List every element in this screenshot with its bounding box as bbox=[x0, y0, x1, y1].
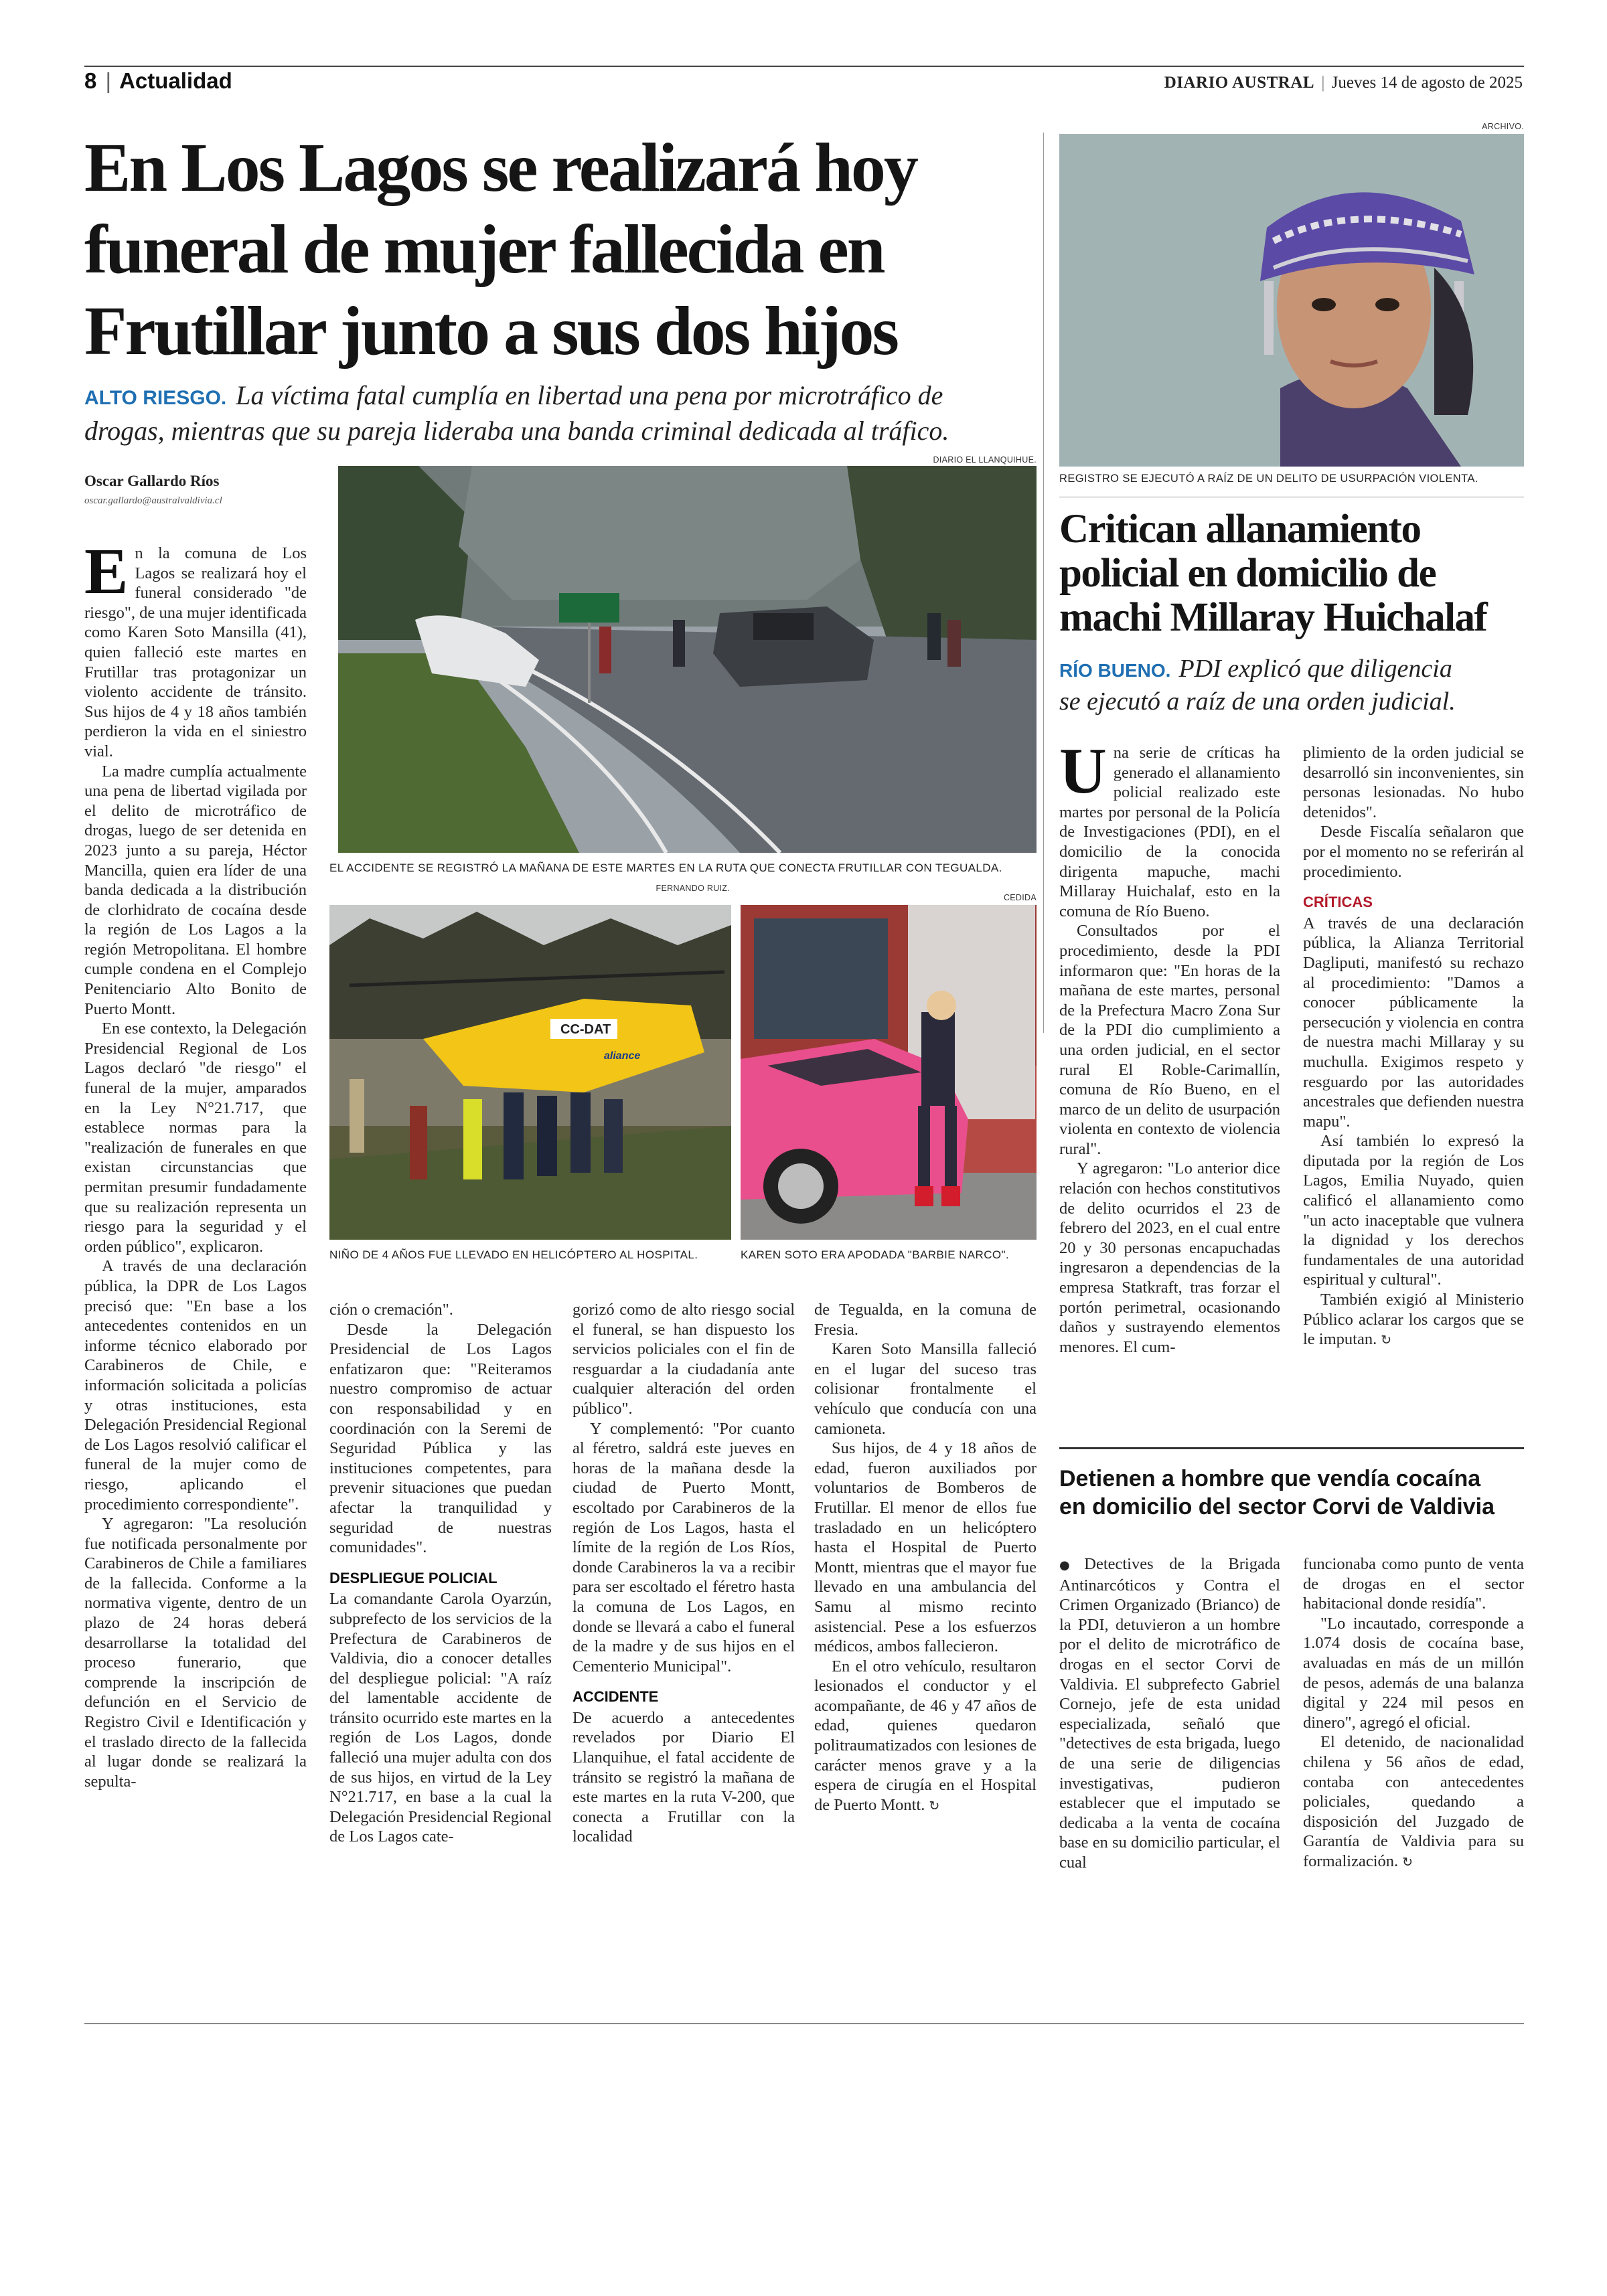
brief-headline bbox=[1059, 1465, 1528, 1521]
paragraph: Sus hijos, de 4 y 18 años de edad, fueron auxiliados por voluntarios de Bomberos de Frutillar. El menor de ellos fue trasladado en un helicóptero hasta el Hospital de Puerto Montt, mientras que el mayor fue llevado en una ambulancia del Samu al mismo recinto asistencial. Pese a los esfuerzos médicos, ambos fallecieron. bbox=[814, 1439, 1037, 1656]
side-headline-line: policial en domicilio de bbox=[1059, 551, 1436, 596]
end-mark-icon: ↻ bbox=[1402, 1854, 1413, 1870]
end-mark-icon: ↻ bbox=[1381, 1333, 1392, 1348]
paragraph: También exigió al Ministerio Público aclarar los cargos que se le imputan. bbox=[1303, 1291, 1524, 1349]
paragraph: funcionaba como punto de venta de drogas en el sector habitacional donde residía". bbox=[1303, 1555, 1524, 1613]
paragraph: de Tegualda, en la comuna de Fresia. bbox=[814, 1301, 1037, 1339]
section-divider bbox=[1043, 133, 1044, 1033]
photo-credit: ARCHIVO. bbox=[1482, 122, 1524, 131]
paragraph: A través de una declaración pública, la Alianza Territorial Dagliputi, manifestó su rechazo al procedimiento: "Damos a conocer públicamente la persecución y violencia en contra de nuestra machi Millaray y su muchulla. Exigimos respeto y resguardo por las autoridades ancestrales que defienden nuestra mapu". bbox=[1303, 914, 1524, 1131]
edition-date: Jueves 14 de agosto de 2025 bbox=[1331, 74, 1523, 92]
paragraph: Así también lo expresó la diputada por la región de Los Lagos, Emilia Nuyado, quien calificó el allanamiento como "un acto inaceptable que vulnera la dignidad y los derechos fundamentales de una autoridad espiritual y cultural". bbox=[1303, 1132, 1524, 1289]
bottom-rule bbox=[84, 2023, 1524, 2024]
paragraph: Consultados por el procedimiento, desde la PDI informaron que: "En horas de la mañana de este martes, personal de la Prefectura Macro Zona Sur de la PDI dio cumplimiento a una orden judicial, en el sector rural El Roble-Carimallín, comuna de Río Bueno, en el marco de un delito de usurpación violenta en contexto de violencia rural". bbox=[1059, 922, 1280, 1158]
subhead: CRÍTICAS bbox=[1303, 894, 1373, 911]
paragraph: De acuerdo a antecedentes revelados por Diario El Llanquihue, el fatal accidente de tránsito se registró la mañana de este martes en la ruta V-200, que conecta a Frutillar con la localidad bbox=[572, 1708, 795, 1846]
paragraph: n la comuna de Los Lagos se realizará hoy el funeral considerado "de riesgo", de una mujer identificada como Karen Soto Mansilla (41), quien falleció este martes en Frutillar tras protagonizar un violento accidente de tránsito. Sus hijos de 4 y 18 años también perdieron la vida en el siniestro vial. bbox=[84, 544, 307, 760]
main-headline-line: funeral de mujer fallecida en bbox=[84, 211, 884, 288]
main-headline-line: Frutillar junto a sus dos hijos bbox=[84, 293, 898, 370]
brief-column-1 bbox=[1059, 1554, 1280, 1873]
paragraph: El detenido, de nacionalidad chilena y 56 años de edad, contaba con antecedentes policiales, quedando a disposición del Juzgado de Garantía de Valdivia para su formalización. bbox=[1303, 1733, 1524, 1870]
dateline-separator: | bbox=[1321, 74, 1325, 92]
author-email[interactable]: oscar.gallardo@australvaldivia.cl bbox=[84, 495, 222, 506]
brief-headline-line: Detienen a hombre que vendía cocaína bbox=[1059, 1466, 1481, 1491]
paragraph: Karen Soto Mansilla falleció en el lugar del suceso tras colisionar frontalmente el vehículo que conducía con una camioneta. bbox=[814, 1340, 1037, 1438]
main-deck-line: drogas, mientras que su pareja lideraba una banda criminal dedicada al tráfico. bbox=[84, 416, 949, 446]
side-deck bbox=[1059, 653, 1528, 717]
side-deck-line: se ejecutó a raíz de una orden judicial. bbox=[1059, 687, 1456, 716]
folio-separator: | bbox=[105, 68, 112, 93]
main-deck-line: La víctima fatal cumplía en libertad una pena por microtráfico de bbox=[236, 380, 943, 410]
main-column-4 bbox=[814, 1300, 1037, 1816]
page-number: 8 bbox=[84, 68, 97, 93]
section-name: Actualidad bbox=[119, 68, 232, 93]
byline bbox=[84, 473, 319, 507]
photo-credit: CEDIDA bbox=[1003, 893, 1037, 902]
author-name: Oscar Gallardo Ríos bbox=[84, 473, 220, 489]
brief-headline-line: en domicilio del sector Corvi de Valdivia bbox=[1059, 1494, 1495, 1520]
photo-caption: NIÑO DE 4 AÑOS FUE LLEVADO EN HELICÓPTERO AL HOSPITAL. bbox=[329, 1248, 698, 1261]
paper-name: DIARIO AUSTRAL bbox=[1164, 74, 1315, 92]
helicopter-registration: CC-DAT bbox=[560, 1022, 611, 1037]
drop-cap: E bbox=[84, 536, 129, 608]
paragraph: ción o cremación". bbox=[329, 1301, 453, 1319]
side-headline-line: machi Millaray Huichalaf bbox=[1059, 595, 1487, 640]
drop-cap: U bbox=[1059, 735, 1107, 807]
paragraph: En el otro vehículo, resultaron lesionados el conductor y el acompañante, de 46 y 47 años de edad, quienes quedaron politraumatizados con lesiones de carácter menos grave y a la espera de cirugía en el Hospital de Puerto Montt. bbox=[814, 1657, 1037, 1814]
paragraph: "Lo incautado, corresponde a 1.074 dosis de cocaína base, avaluadas en más de un millón de pesos, además de una balanza digital y 224 mil pesos en dinero", agregó el oficial. bbox=[1303, 1614, 1524, 1732]
paper-dateline bbox=[1164, 74, 1523, 92]
side-column-1 bbox=[1059, 735, 1280, 1357]
paragraph: Y complementó: "Por cuanto al féretro, saldrá este jueves en horas de la mañana desde la ciudad de Puerto Montt, escoltado por Carabineros de la región de Los Lagos, hasta el límite de la región de Los Ríos, donde Carabineros la va a recibir para ser escoltado el féretro hasta la comuna de Los Lagos, en donde se llevará a cabo el funeral de la madre y de sus hijos en el Cementerio Municipal". bbox=[572, 1419, 795, 1675]
main-kicker: ALTO RIESGO. bbox=[84, 387, 227, 409]
main-headline-line: En Los Lagos se realizará hoy bbox=[84, 129, 917, 206]
paragraph: Desde la Delegación Presidencial de Los Lagos enfatizaron que: "Reiteramos nuestro compromiso de actuar con responsabilidad y en coordinación con la Seremi de Seguridad Pública y las instituciones competentes, para prevenir situaciones que puedan afectar la tranquilidad y seguridad de nuestras comunidades". bbox=[329, 1320, 552, 1557]
side-headline-line: Critican allanamiento bbox=[1059, 507, 1421, 552]
paragraph: Y agregaron: "Lo anterior dice relación con hechos constitutivos de delito ocurridos el 23 de febrero del 2023, en el cual entre 20 y 30 personas encapuchadas ingresaron a dependencias de la empresa Statkraft, tras forzar el portón perimetral, ocasionando daños y sustrayendo elementos menores. El cum- bbox=[1059, 1159, 1280, 1356]
subhead: ACCIDENTE bbox=[572, 1688, 659, 1706]
paragraph: gorizó como de alto riesgo social el funeral, se han dispuesto los servicios policiales con el fin de resguardar a la ciudadanía ante cualquier alteración del orden público". bbox=[572, 1301, 795, 1418]
top-rule bbox=[84, 66, 1524, 67]
side-kicker: RÍO BUENO. bbox=[1059, 660, 1171, 681]
end-mark-icon: ↻ bbox=[929, 1798, 940, 1813]
side-headline bbox=[1059, 507, 1528, 640]
brief-top-rule bbox=[1059, 1447, 1524, 1449]
photo-caption: EL ACCIDENTE SE REGISTRÓ LA MAÑANA DE ESTE MARTES EN LA RUTA QUE CONECTA FRUTILLAR CON TEGUALDA. bbox=[329, 862, 1002, 874]
paragraph: A través de una declaración pública, la DPR de Los Lagos precisó que: "En base a los antecedentes contenidos en un informe técnico elaborado por Carabineros de Chile, e información solicitada a policías y otras instituciones, esta Delegación Presidencial Regional de Los Lagos resolvió calificar el funeral de la mujer como de riesgo, aplicando el procedimiento correspondiente". bbox=[84, 1257, 307, 1513]
machi-portrait-photo bbox=[1059, 134, 1524, 467]
paragraph: En ese contexto, la Delegación Presidencial Regional de Los Lagos declaró "de riesgo" el funeral de la mujer, amparados en la Ley N°21.717, que establece normas para la "realización de funerales en que existan circunstancias que permitan presumir fundadamente que su realización representa un riesgo para la seguridad y el orden público", explicaron. bbox=[84, 1019, 307, 1256]
page-folio bbox=[84, 68, 232, 94]
main-deck bbox=[84, 379, 1049, 447]
helicopter-photo bbox=[329, 905, 731, 1240]
bullet-icon: ● bbox=[1059, 1558, 1082, 1572]
paragraph: Detectives de la Brigada Antinarcóticos y Contra el Crimen Organizado (Brianco) de la PDI, detuvieron a un hombre por el delito de microtráfico de drogas en el sector Corvi de Valdivia. El subprefecto Gabriel Cornejo, jefe de esta unidad especializada, señaló que "detectives de esta brigada, luego de una serie de diligencias investigativas, pudieron establecer que el imputado se dedicaba a la venta de cocaína base en su domicilio particular, el cual bbox=[1059, 1555, 1280, 1872]
subhead: DESPLIEGUE POLICIAL bbox=[329, 1569, 498, 1586]
main-headline bbox=[84, 127, 1035, 372]
main-column-1 bbox=[84, 536, 307, 1791]
photo-caption: REGISTRO SE EJECUTÓ A RAÍZ DE UN DELITO DE USURPACIÓN VIOLENTA. bbox=[1059, 473, 1478, 485]
paragraph: plimiento de la orden judicial se desarrolló sin inconvenientes, sin personas lesionadas. No hubo detenidos". bbox=[1303, 744, 1524, 821]
paragraph: Y agregaron: "La resolución fue notificada personalmente por Carabineros de Chile a familiares de la fallecida. Conforme a la normativa vigente, dentro de un plazo de 24 horas deberá desarrollarse la totalidad del proceso funerario, que comprende la inscripción de defunción en el Servicio de Registro Civil e Identificación y el traslado directo de la fallecida al lugar donde se realizará la sepulta- bbox=[84, 1515, 307, 1791]
photo-caption: KAREN SOTO ERA APODADA "BARBIE NARCO". bbox=[741, 1248, 1010, 1261]
paragraph: na serie de críticas ha generado el allanamiento policial realizado este martes por personal de la Policía de Investigaciones (PDI), en el domicilio de la conocida dirigenta mapuche, machi Millaray Huichalaf, esto en la comuna de Río Bueno. bbox=[1059, 744, 1280, 920]
photo-credit: DIARIO EL LLANQUIHUE. bbox=[933, 455, 1037, 465]
paragraph: Desde Fiscalía señalaron que por el momento no se referirán al procedimiento. bbox=[1303, 823, 1524, 881]
main-column-2 bbox=[329, 1300, 552, 1847]
side-deck-line: PDI explicó que diligencia bbox=[1178, 655, 1452, 683]
paragraph: La madre cumplía actualmente una pena de libertad vigilada por el delito de microtráfico de drogas, luego de ser detenida en 2023 junto a su pareja, Héctor Mancilla, quien era líder de una banda dedicada a la distribución de clorhidrato de cocaína desde la región de Los Lagos a la región Metropolitana. El hombre cumple condena en el Complejo Penitenciario Alto Bonito de Puerto Montt. bbox=[84, 762, 307, 1018]
pink-car-photo bbox=[741, 905, 1037, 1240]
photo-credit: FERNANDO RUIZ. bbox=[656, 884, 730, 893]
helicopter-logo-text: aliance bbox=[604, 1050, 641, 1062]
accident-photo bbox=[338, 466, 1037, 853]
main-column-3 bbox=[572, 1300, 795, 1847]
side-column-2 bbox=[1303, 743, 1524, 1351]
paragraph: La comandante Carola Oyarzún, subprefecto de los servicios de la Prefectura de Carabineros de Valdivia, dio a conocer detalles del despliegue policial: "A raíz del lamentable accidente de tránsito ocurrido este martes en la región de Los Lagos, donde falleció una mujer adulta con dos de sus hijos, en virtud de la Ley N°21.717, en base a la cual la Delegación Presidencial Regional de Los Lagos cate- bbox=[329, 1590, 552, 1846]
brief-column-2 bbox=[1303, 1554, 1524, 1873]
